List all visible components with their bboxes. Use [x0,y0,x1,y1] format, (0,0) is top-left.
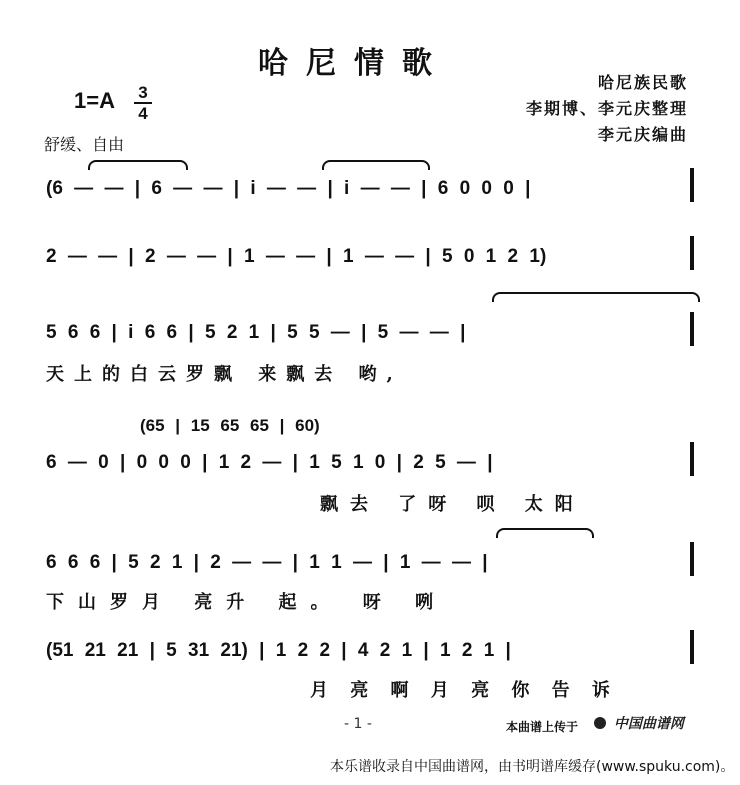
system-1b-end-barline [690,236,694,270]
tie-arc [492,292,700,302]
tie-arc [88,160,188,170]
logo-icon [594,717,606,729]
credit-composer: 李元庆编曲 [597,125,688,144]
system-3-notes: 6 — 0 | 0 0 0 | 1 2 — | 1 5 1 0 | 2 5 — | [46,452,493,473]
system-2-lyrics: 天上的白云罗飘 来飘去 哟, [46,364,403,385]
system-1b-notes: 2 — — | 2 — — | 1 — — | 1 — — | 5 0 1 2 1) [46,246,547,267]
system-3-upper-notes: (65 | 15 65 65 | 60) [140,416,320,435]
credit-origin: 哈尼族民歌 [597,73,688,92]
page-number: - 1 - [344,716,372,732]
tie-arc [496,528,594,538]
song-title: 哈尼情歌 [258,46,450,81]
system-2-notes: 5 6 6 | i 6 6 | 5 2 1 | 5 5 — | 5 — — | [46,322,466,343]
system-3-lyrics: 飘去 了呀 呗 太阳 [320,494,585,515]
system-4-lyrics: 下山罗月 亮升 起。 呀 咧 [46,592,448,613]
system-4-notes: 6 6 6 | 5 2 1 | 2 — — | 1 1 — | 1 — — | [46,552,488,573]
site-logo [594,713,684,733]
time-signature-top: 3 [138,83,148,102]
system-3-end-barline [690,442,694,476]
system-1a-end-barline [690,168,694,202]
system-2-end-barline [690,312,694,346]
logo-text: 中国曲谱网 [613,716,684,732]
system-5-end-barline [690,630,694,664]
tempo-marking: 舒缓、自由 [44,135,125,154]
collection-note: 本乐谱收录自中国曲谱网，由书明谱库缓存(www.spuku.com)。 [330,759,735,775]
system-1a-notes: (6 — — | 6 — — | i — — | i — — | 6 0 0 0 | [46,178,531,199]
upload-note: 本曲谱上传于 [506,720,579,734]
tie-arc [322,160,430,170]
key-signature: 1=A [74,88,115,113]
credit-arrangers: 李期博、李元庆整理 [525,99,688,118]
time-signature [134,84,152,122]
system-5-lyrics: 月 亮 啊 月 亮 你 告 诉 [310,680,618,701]
system-5-notes: (51 21 21 | 5 31 21) | 1 2 2 | 4 2 1 | 1 2 1 | [46,640,511,661]
system-4-end-barline [690,542,694,576]
time-signature-bottom: 4 [138,104,148,123]
